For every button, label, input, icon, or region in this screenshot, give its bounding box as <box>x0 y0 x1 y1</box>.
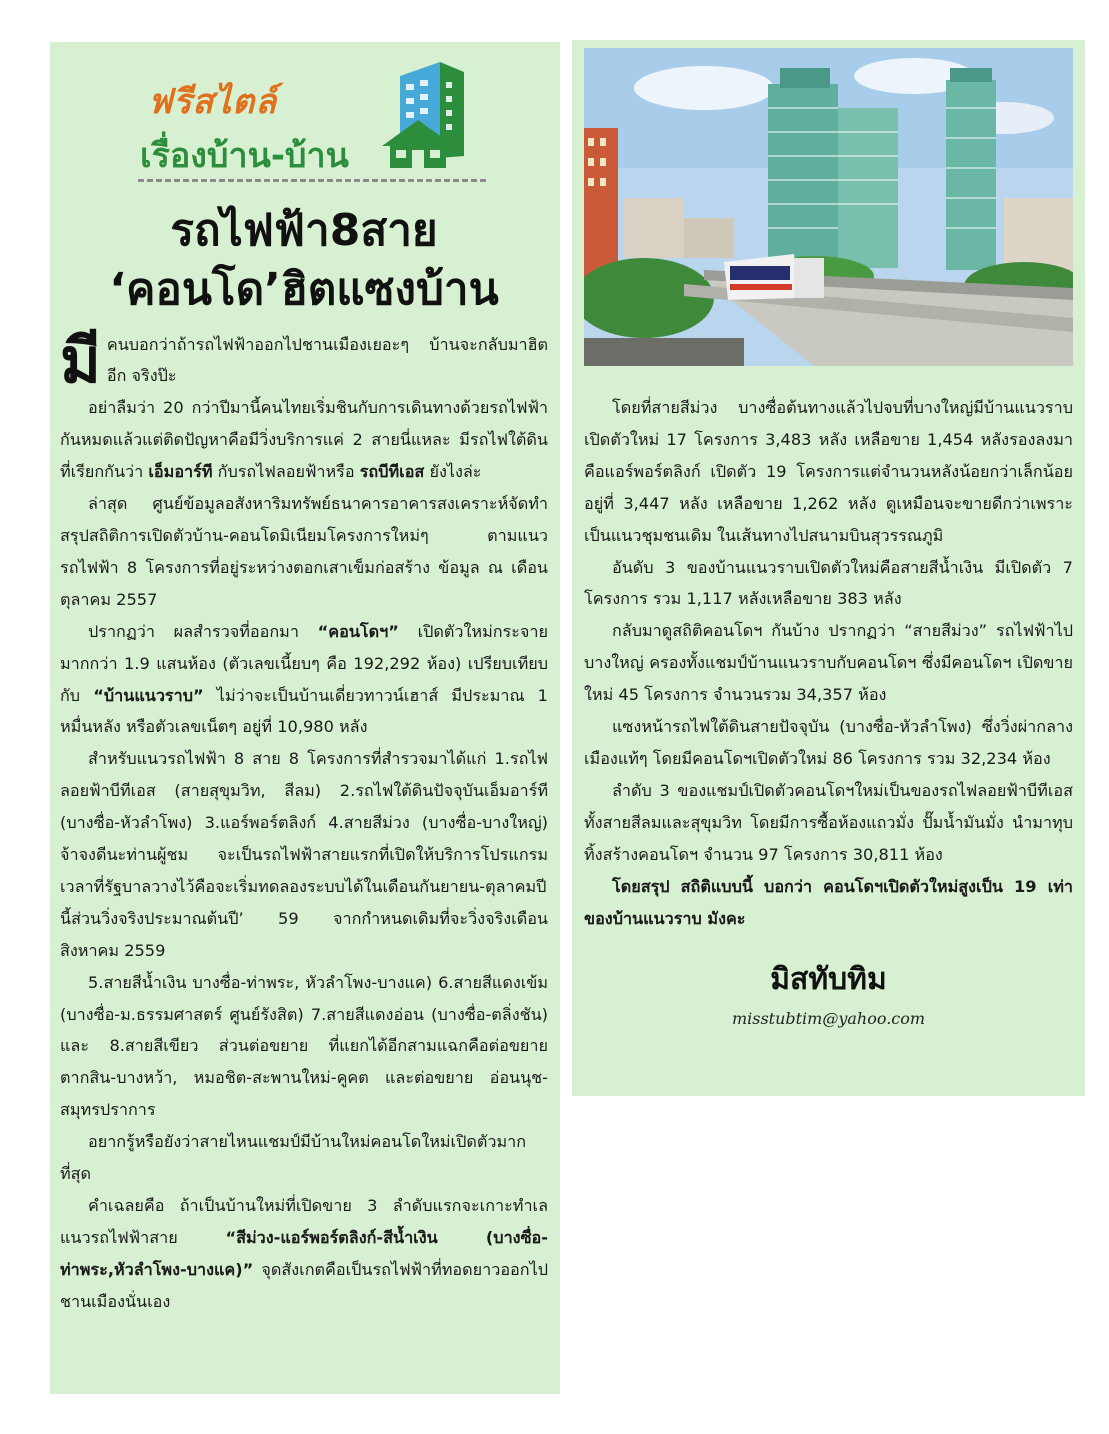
building-house-logo-icon <box>378 58 488 176</box>
paragraph-1-text: คนบอกว่าถ้ารถไฟฟ้าออกไปชานเมืองเยอะๆ บ้านจะกลับมาฮิตอีก จริงป๊ะ <box>106 334 548 386</box>
bold-bts: รถบีทีเอส <box>359 462 425 482</box>
left-article-body <box>60 323 548 1318</box>
column-logo <box>60 42 548 192</box>
author-email[interactable]: misstubtim@yahoo.com <box>731 1009 926 1029</box>
right-column <box>572 40 1085 1096</box>
paragraph-13: ลำดับ 3 ของแชมป์เปิดตัวคอนโดฯใหม่เป็นของรถไฟลอยฟ้าบีทีเอส ทั้งสายสีลมและสุขุมวิท โดยมีการซื้อห้องแถวมั่ง ปั๊มน้ำมันมั่ง นำมาทุบทิ้งสร้างคอนโดฯ จำนวน 97 โครงการ 30,811 ห้อง <box>584 780 1073 864</box>
paragraph-5: สำหรับแนวรถไฟฟ้า 8 สาย 8 โครงการที่สำรวจมาได้แก่ 1.รถไฟลอยฟ้าบีทีเอส (สายสุขุมวิท, สีลม) 2.รถไฟใต้ดินปัจจุบันเอ็มอาร์ที (บางซื่อ-หัวลำโพง) 3.แอร์พอร์ตลิงก์ 4.สายสีม่วง (บางซื่อ-บางใหญ่) จ้าจงดีนะท่านผู้ชม จะเป็นรถไฟฟ้าสายแรกที่เปิดให้บริการโปรแกรมเวลาที่รัฐบาลวางไว้คือจะเริ่มทดลองระบบได้ในเดือนกันยายน-ตุลาคมปีนี้ส่วนวิ่งจริงประมาณต้นปี’ 59 จากกำหนดเดิมที่จะวิ่งจริงเดือนสิงหาคม 2559 <box>60 749 548 960</box>
logo-title-freestyle: ฟรีสไตล์ <box>148 82 278 122</box>
paragraph-4: ปรากฏว่า ผลสำรวจที่ออกมา “คอนโดฯ” เปิดตัวใหม่กระจายมากกว่า 1.9 แสนห้อง (ตัวเลขเนี้ยบๆ คือ 192,292 ห้อง) เปรียบเทียบกับ “บ้านแนวราบ” ไม่ว่าจะเป็นบ้านเดี่ยวทาวน์เฮาส์ มีประมาณ 1 หมื่นหลัง หรือตัวเลขเน็ตๆ อยู่ที่ 10,980 หลัง <box>60 621 548 737</box>
paragraph-9: โดยที่สายสีม่วง บางซื่อต้นทางแล้วไปจบที่บางใหญ่มีบ้านแนวราบเปิดตัวใหม่ 17 โครงการ 3,483 หลัง เหลือขาย 1,454 หลังรองลงมาคือแอร์พอร์ตลิงก์ เปิดตัว 19 โครงการแต่จำนวนหลังน้อยกว่าเล็กน้อย อยู่ที่ 3,447 หลัง เหลือขาย 1,262 หลัง ดูเหมือนจะขายดีกว่าเพราะเป็นแนวชุมชนเดิม ในเส้นทางไปสนามบินสุวรรณภูมิ <box>584 398 1073 545</box>
bold-house: “บ้านแนวราบ” <box>93 685 204 705</box>
paragraph-14-summary <box>584 871 1073 935</box>
paragraph-6: 5.สายสีน้ำเงิน บางซื่อ-ท่าพระ, หัวลำโพง-บางแค) 6.สายสีแดงเข้ม (บางซื่อ-ม.ธรรมศาสตร์ ศูนย์รังสิต) 7.สายสีแดงอ่อน (บางซื่อ-ตลิ่งชัน) และ 8.สายสีเขียว ส่วนต่อขยาย ที่แยกได้อีกสามแฉกคือต่อขยายตากสิน-บางหว้า, หมอชิต-สะพานใหม่-คูคต และต่อขยาย อ่อนนุช-สมุทรปราการ <box>60 972 548 1120</box>
drop-cap: มี <box>60 323 101 397</box>
paragraph-7: อยากรู้หรือยังว่าสายไหนแชมป์มีบ้านใหม่คอนโดใหม่เปิดตัวมากที่สุด <box>60 1132 527 1184</box>
bold-mrt: เอ็มอาร์ที <box>148 462 213 482</box>
headline-line-2: ‘คอนโด’ฮิตแซงบ้าน <box>109 264 499 316</box>
logo-title-house: เรื่องบ้าน-บ้าน <box>140 136 349 176</box>
right-article-body <box>584 392 1073 934</box>
paragraph-8: คำเฉลยคือ ถ้าเป็นบ้านใหม่ที่เปิดขาย 3 ลำดับแรกจะเกาะทำเลแนวรถไฟฟ้าสาย “สีม่วง-แอร์พอร์ตลิงก์-สีน้ำเงิน (บางซื่อ-ท่าพระ,หัวลำโพง-บางแค)” จุดสังเกตคือเป็นรถไฟฟ้าที่ทอดยาวออกไปชานเมืองนั่นเอง <box>60 1196 548 1311</box>
left-column <box>50 42 560 1394</box>
paragraph-10: อันดับ 3 ของบ้านแนวราบเปิดตัวใหม่คือสายสีน้ำเงิน มีเปิดตัว 7 โครงการ รวม 1,117 หลังเหลือขาย 383 หลัง <box>584 557 1073 609</box>
bold-lines: “สีม่วง-แอร์พอร์ตลิงก์-สีน้ำเงิน (บางซื่อ-ท่าพระ,หัวลำโพง-บางแค)” <box>60 1227 548 1279</box>
bold-condo: “คอนโดฯ” <box>317 621 399 641</box>
author-byline: มิสทับทิม <box>770 962 887 998</box>
logo-divider <box>138 179 486 182</box>
paragraph-11: กลับมาดูสถิติคอนโดฯ กันบ้าง ปรากฏว่า “สายสีม่วง” รถไฟฟ้าไปบางใหญ่ ครองทั้งแชมป์บ้านแนวราบกับคอนโดฯ ซึ่งมีคอนโดฯ เปิดขายใหม่ 45 โครงการ จำนวนรวม 34,357 ห้อง <box>584 621 1073 705</box>
headline-line-1: รถไฟฟ้า8สาย <box>170 205 438 256</box>
summary-bold: โดยสรุป สถิติแบบนี้ บอกว่า คอนโดฯเปิดตัวใหม่สูงเป็น 19 เท่าของบ้านแนวราบ มังคะ <box>584 876 1073 928</box>
paragraph-2: อย่าลืมว่า 20 กว่าปีมานี้คนไทยเริ่มชินกับการเดินทางด้วยรถไฟฟ้ากันหมดแล้วแต่ติดปัญหาคือมีวิ่งบริการแค่ 2 สายนี่แหละ มีรถไฟใต้ดินที่เรียกกันว่า เอ็มอาร์ที กับรถไฟลอยฟ้าหรือ รถบีทีเอส ยังไงล่ะ <box>60 398 548 482</box>
skytrain-photo <box>584 48 1073 366</box>
paragraph-1 <box>60 323 548 397</box>
paragraph-12: แซงหน้ารถไฟใต้ดินสายปัจจุบัน (บางซื่อ-หัวลำโพง) ซึ่งวิ่งผ่ากลางเมืองแท้ๆ โดยมีคอนโดฯเปิดตัวใหม่ 86 โครงการ รวม 32,234 ห้อง <box>584 717 1073 768</box>
paragraph-3: ล่าสุด ศูนย์ข้อมูลอสังหาริมทรัพย์ธนาคารอาคารสงเคราะห์จัดทำสรุปสถิติการเปิดตัวบ้าน-คอนโดมิเนียมโครงการใหม่ๆ ตามแนวรถไฟฟ้า 8 โครงการที่อยู่ระหว่างตอกเสาเข็มก่อสร้าง ข้อมูล ณ เดือนตุลาคม 2557 <box>60 494 548 609</box>
